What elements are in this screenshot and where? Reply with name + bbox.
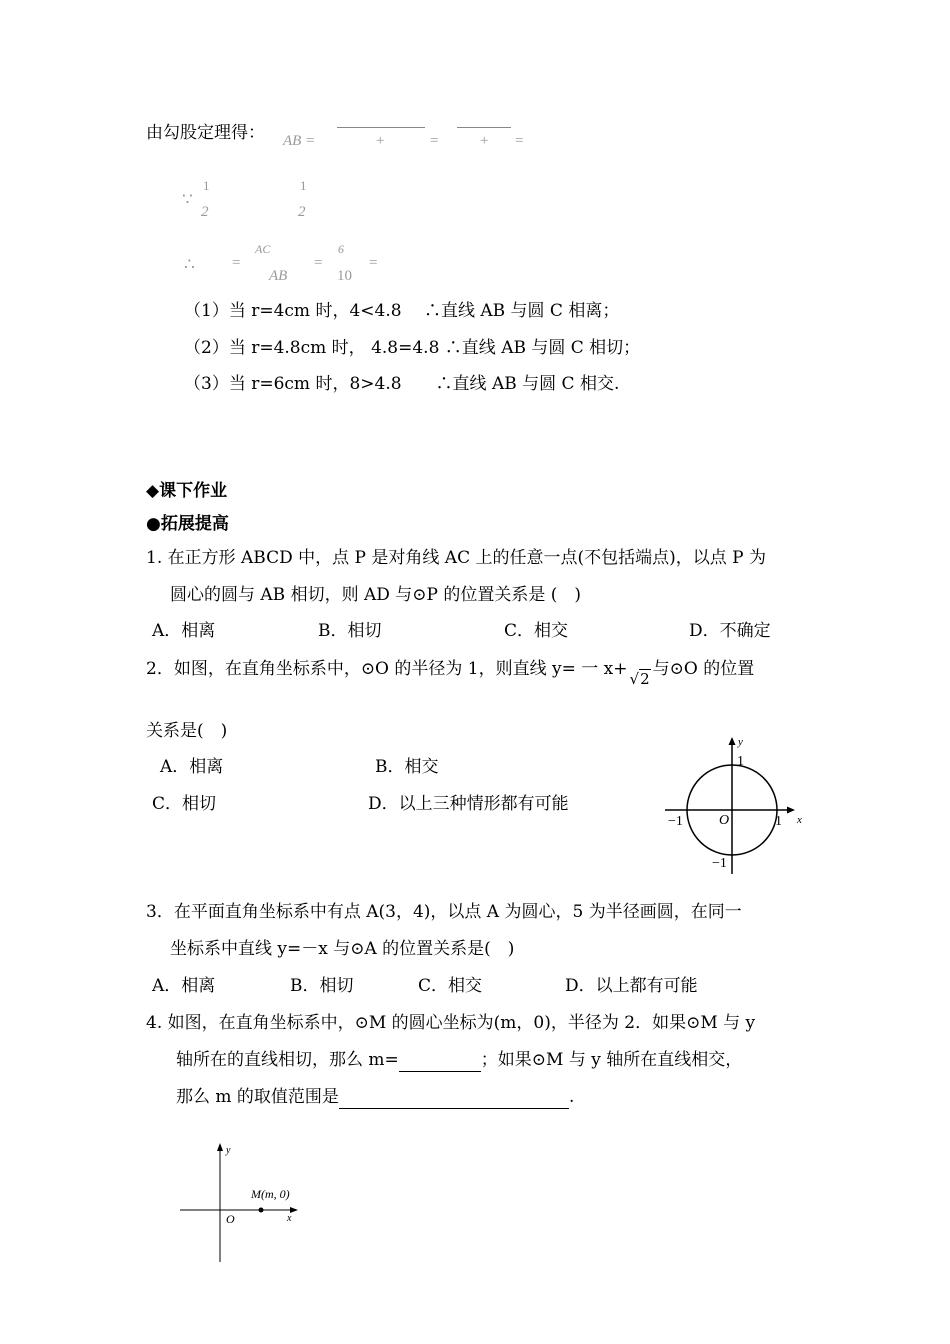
case-3: （3）当 r=6cm 时，8>4.8 ∴直线 AB 与圆 C 相交. bbox=[184, 374, 620, 394]
extension-heading: ●拓展提高 bbox=[146, 514, 229, 534]
equals-sign: = bbox=[515, 133, 524, 149]
q2-option-b: B．相交 bbox=[375, 757, 439, 777]
q1-option-a: A．相离 bbox=[152, 621, 216, 641]
q4-line2 bbox=[176, 1049, 742, 1072]
origin-label: O bbox=[719, 813, 730, 828]
q1-option-d: D．不确定 bbox=[689, 621, 771, 641]
plus-sign: + bbox=[376, 133, 385, 149]
q2-line2: 关系是( ) bbox=[146, 721, 228, 741]
fraction-numerator: 6 bbox=[338, 242, 344, 256]
because-symbol: ∵ bbox=[182, 190, 193, 209]
q1-option-b: B．相切 bbox=[318, 621, 382, 641]
q2-line1 bbox=[146, 658, 755, 688]
center-point-m bbox=[259, 1208, 264, 1213]
q4-line3-start: 那么 m 的取值范围是 bbox=[176, 1087, 339, 1107]
q4-line2-end: ；如果⊙M 与 y 轴所在直线相交， bbox=[480, 1050, 743, 1070]
fraction-numerator: AC bbox=[255, 242, 271, 256]
point-label: M(m, 0) bbox=[251, 1187, 290, 1201]
case-1: （1）当 r=4cm 时，4<4.8 ∴直线 AB 与圆 C 相离； bbox=[184, 301, 620, 321]
plus-sign: + bbox=[480, 133, 489, 149]
fraction-numerator: 1 bbox=[203, 178, 210, 193]
q4-axes-figure bbox=[175, 1137, 310, 1265]
fraction-numerator: 1 bbox=[300, 178, 307, 193]
y-axis-label: y bbox=[226, 1145, 231, 1156]
x-axis-label: x bbox=[797, 814, 802, 826]
q4-line3-end: . bbox=[568, 1087, 575, 1107]
sqrt-radicand: 2 bbox=[640, 670, 650, 688]
tick-bottom-label: −1 bbox=[712, 856, 727, 871]
equals-sign: = bbox=[369, 255, 378, 271]
sqrt-bar bbox=[337, 127, 425, 128]
q1-line2: 圆心的圆与 AB 相切，则 AD 与⊙P 的位置关系是 ( ) bbox=[170, 585, 582, 605]
q3-option-b: B．相切 bbox=[290, 976, 354, 996]
q4-line3 bbox=[176, 1086, 574, 1109]
y-axis-label: y bbox=[738, 736, 743, 748]
answer-blank-m[interactable] bbox=[399, 1049, 481, 1072]
tick-left-label: −1 bbox=[668, 814, 683, 829]
q1-line1: 1. 在正方形 ABCD 中，点 P 是对角线 AC 上的任意一点(不包括端点)，以点 P 为 bbox=[146, 548, 767, 568]
q3-option-a: A．相离 bbox=[152, 976, 216, 996]
fraction-denominator: AB bbox=[269, 268, 288, 284]
x-axis-arrow bbox=[787, 807, 795, 814]
q3-option-d: D．以上都有可能 bbox=[565, 976, 698, 996]
homework-heading: ◆课下作业 bbox=[146, 481, 228, 501]
q2-line1-start: 2．如图，在直角坐标系中，⊙O 的半径为 1，则直线 y= 一 x+ bbox=[146, 659, 628, 679]
q4-line1: 4. 如图，在直角坐标系中，⊙M 的圆心坐标为(m，0)，半径为 2．如果⊙M 与 y bbox=[146, 1013, 756, 1033]
sqrt-bar bbox=[457, 127, 511, 128]
sqrt-2: √2 bbox=[629, 670, 650, 688]
therefore-symbol: ∴ bbox=[184, 255, 195, 274]
q2-line1-end: 与⊙O 的位置 bbox=[652, 659, 755, 679]
q2-option-c: C．相切 bbox=[152, 794, 217, 814]
tick-right-label: 1 bbox=[775, 814, 782, 829]
q2-option-a: A．相离 bbox=[160, 757, 224, 777]
q1-option-c: C．相交 bbox=[504, 621, 569, 641]
x-axis-label: x bbox=[287, 1213, 292, 1224]
fraction-denominator: 10 bbox=[337, 268, 352, 284]
origin-label: O bbox=[226, 1212, 235, 1226]
equals-sign: = bbox=[314, 255, 323, 271]
fraction-denominator: 2 bbox=[201, 204, 209, 220]
q3-option-c: C．相交 bbox=[418, 976, 483, 996]
y-axis-arrow bbox=[217, 1143, 223, 1151]
tick-top-label: 1 bbox=[737, 754, 744, 769]
q3-line2: 坐标系中直线 y=－x 与⊙A 的位置关系是( ) bbox=[170, 939, 515, 959]
case-2: （2）当 r=4.8cm 时， 4.8=4.8 ∴直线 AB 与圆 C 相切； bbox=[184, 338, 641, 358]
q3-line1: 3．在平面直角坐标系中有点 A(3，4)，以点 A 为圆心，5 为半径画圆，在同一 bbox=[146, 902, 742, 922]
q2-option-d: D．以上三种情形都有可能 bbox=[368, 794, 569, 814]
q2-circle-figure bbox=[655, 732, 815, 880]
q4-line2-start: 轴所在的直线相切，那么 m= bbox=[176, 1050, 399, 1070]
pythagoras-label: 由勾股定理得： bbox=[146, 123, 265, 143]
fraction-denominator: 2 bbox=[298, 204, 306, 220]
equals-sign: = bbox=[430, 133, 439, 149]
answer-blank-range[interactable] bbox=[339, 1086, 569, 1109]
y-axis-arrow bbox=[729, 737, 736, 745]
ab-label: AB = bbox=[283, 133, 316, 149]
equals-sign: = bbox=[232, 255, 241, 271]
